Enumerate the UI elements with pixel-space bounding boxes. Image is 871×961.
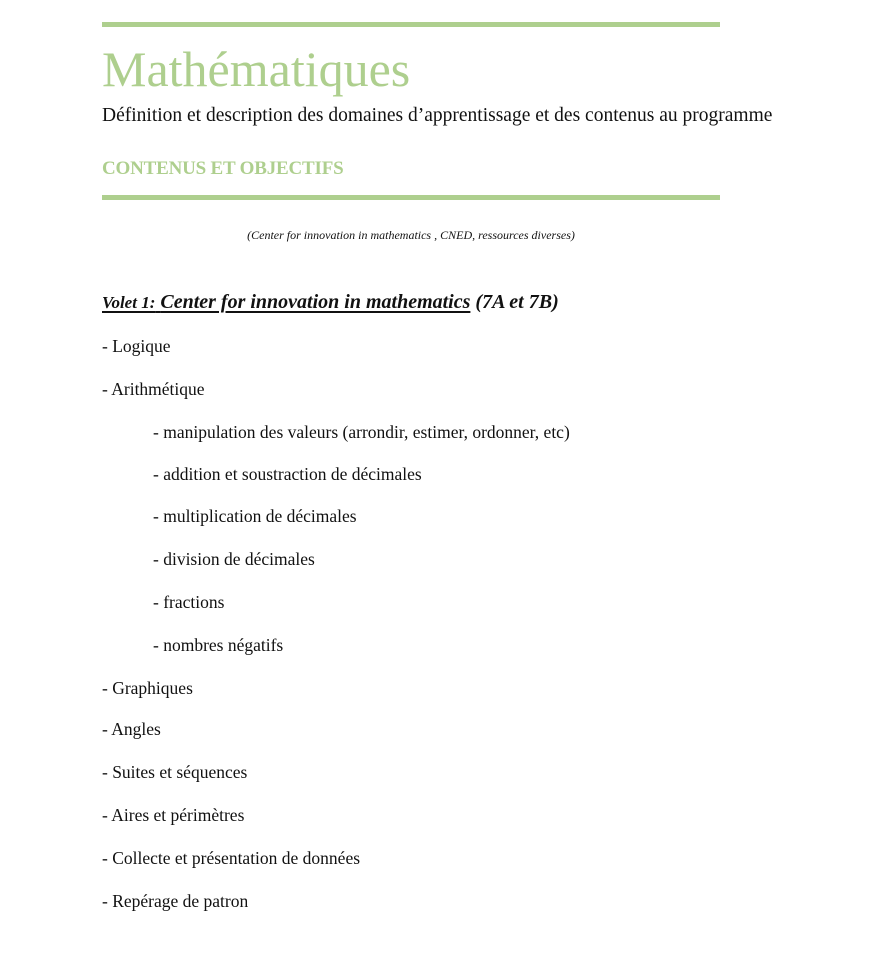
page-subtitle: Définition et description des domaines d’apprentissage et des contenus au programme [102,105,773,126]
sources-note: (Center for innovation in mathematics , CNED, ressources diverses) [247,228,575,242]
list-item: - Angles [102,719,161,739]
list-subitem: - nombres négatifs [153,635,284,655]
list-item: - Graphiques [102,678,193,698]
volet-underlined [102,291,470,313]
list-item: - Logique [102,336,171,356]
list-subitem: - manipulation des valeurs (arrondir, estimer, ordonner, etc) [153,422,570,442]
volet-levels: (7A et 7B) [475,291,559,313]
list-subitem: - fractions [153,592,225,612]
list-item: - Aires et périmètres [102,805,245,825]
list-subitem: - addition et soustraction de décimales [153,464,422,484]
list-subitem: - multiplication de décimales [153,506,357,526]
list-item: - Collecte et présentation de données [102,848,361,868]
page-title: Mathématiques [102,41,411,97]
volet-heading [102,290,559,314]
section-heading: CONTENUS ET OBJECTIFS [102,158,344,179]
top-rule [102,22,720,27]
volet-name: Center for innovation in mathematics [160,291,471,313]
list-item: - Repérage de patron [102,891,249,911]
list-item: - Suites et séquences [102,762,248,782]
volet-prefix: Volet 1: [102,293,156,312]
list-item: - Arithmétique [102,379,205,399]
list-subitem: - division de décimales [153,549,315,569]
bottom-rule [102,195,720,200]
